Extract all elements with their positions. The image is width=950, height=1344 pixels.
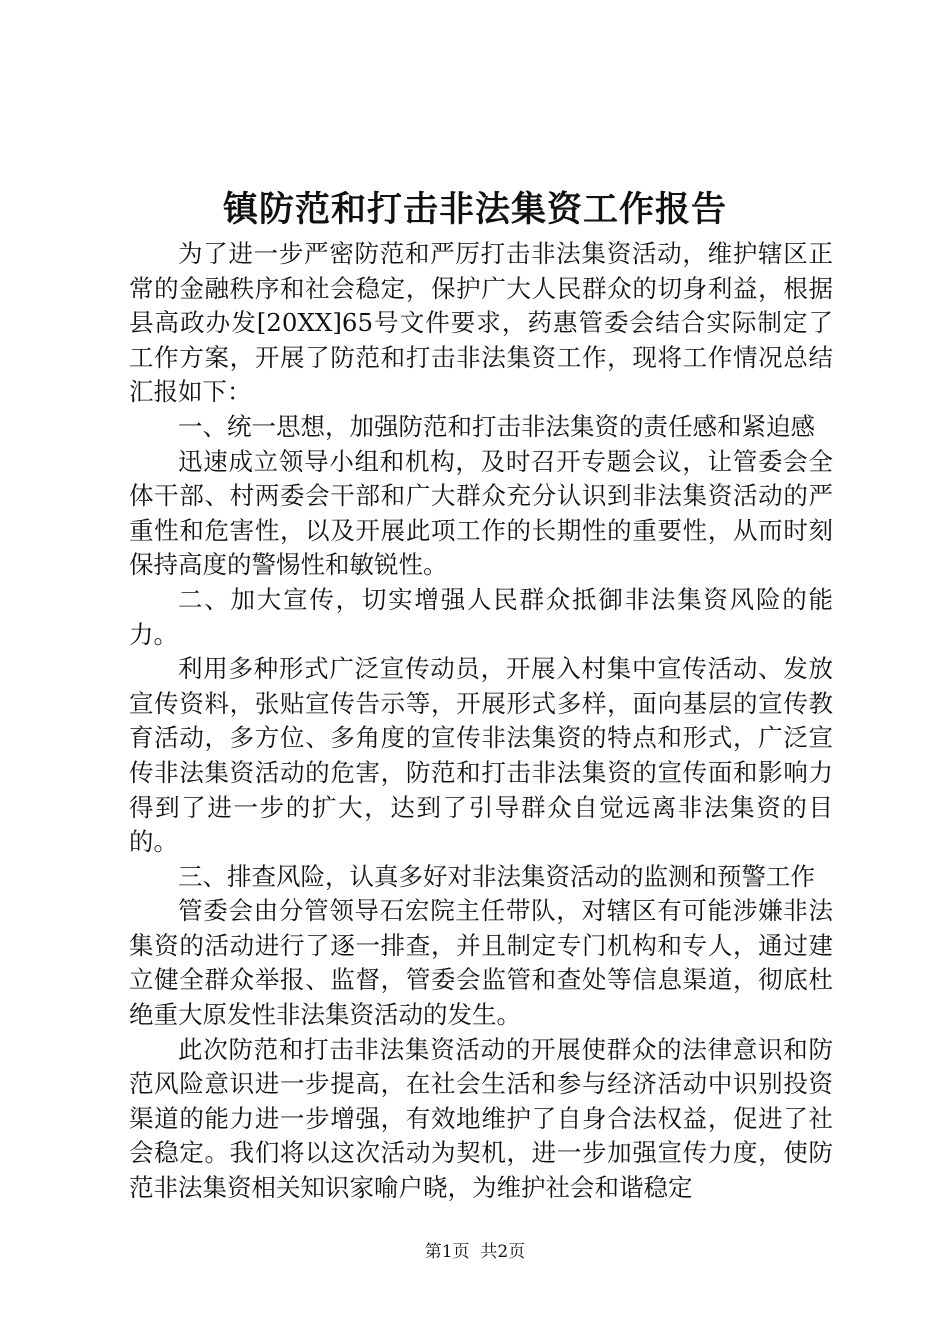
section-body-1: 迅速成立领导小组和机构，及时召开专题会议，让管委会全体干部、村两委会干部和广大群众充分认识到非法集资活动的严重性和危害性，以及开展此项工作的长期性的重要性，从而时刻保持高度的警惕性和敏锐性。 [129, 446, 833, 580]
page-footer [0, 1240, 950, 1264]
closing-paragraph: 此次防范和打击非法集资活动的开展使群众的法律意识和防范风险意识进一步提高，在社会生活和参与经济活动中识别投资渠道的能力进一步增强，有效地维护了自身合法权益，促进了社会稳定。我们将以这次活动为契机，进一步加强宣传力度，使防范非法集资相关知识家喻户晓，为维护社会和谐稳定 [129, 1034, 833, 1203]
document-title: 镇防范和打击非法集资工作报告 [222, 189, 727, 230]
section-heading-2: 二、加大宣传，切实增强人民群众抵御非法集资风险的能力。 [129, 584, 833, 649]
page-number-label: 第1页 共2页 [424, 1242, 526, 1262]
intro-paragraph: 为了进一步严密防范和严厉打击非法集资活动，维护辖区正常的金融秩序和社会稳定，保护广大人民群众的切身利益，根据县高政办发[20XX]65号文件要求，药惠管委会结合实际制定了工作方案，开展了防范和打击非法集资工作，现将工作情况总结汇报如下： [129, 239, 833, 407]
document-body [129, 237, 833, 1206]
section-body-2: 利用多种形式广泛宣传动员，开展入村集中宣传活动、发放宣传资料，张贴宣传告示等，开展形式多样，面向基层的宣传教育活动，多方位、多角度的宣传非法集资的特点和形式，广泛宣传非法集资活动的危害，防范和打击非法集资的宣传面和影响力得到了进一步的扩大，达到了引导群众自觉远离非法集资的目的。 [129, 654, 833, 857]
section-heading-1: 一、统一思想，加强防范和打击非法集资的责任感和紧迫感 [178, 411, 815, 441]
section-body-3: 管委会由分管领导石宏院主任带队，对辖区有可能涉嫌非法集资的活动进行了逐一排查，并且制定专门机构和专人，通过建立健全群众举报、监督，管委会监管和查处等信息渠道，彻底杜绝重大原发性非法集资活动的发生。 [129, 896, 833, 1030]
section-heading-3: 三、排查风险，认真多好对非法集资活动的监测和预警工作 [178, 861, 815, 891]
